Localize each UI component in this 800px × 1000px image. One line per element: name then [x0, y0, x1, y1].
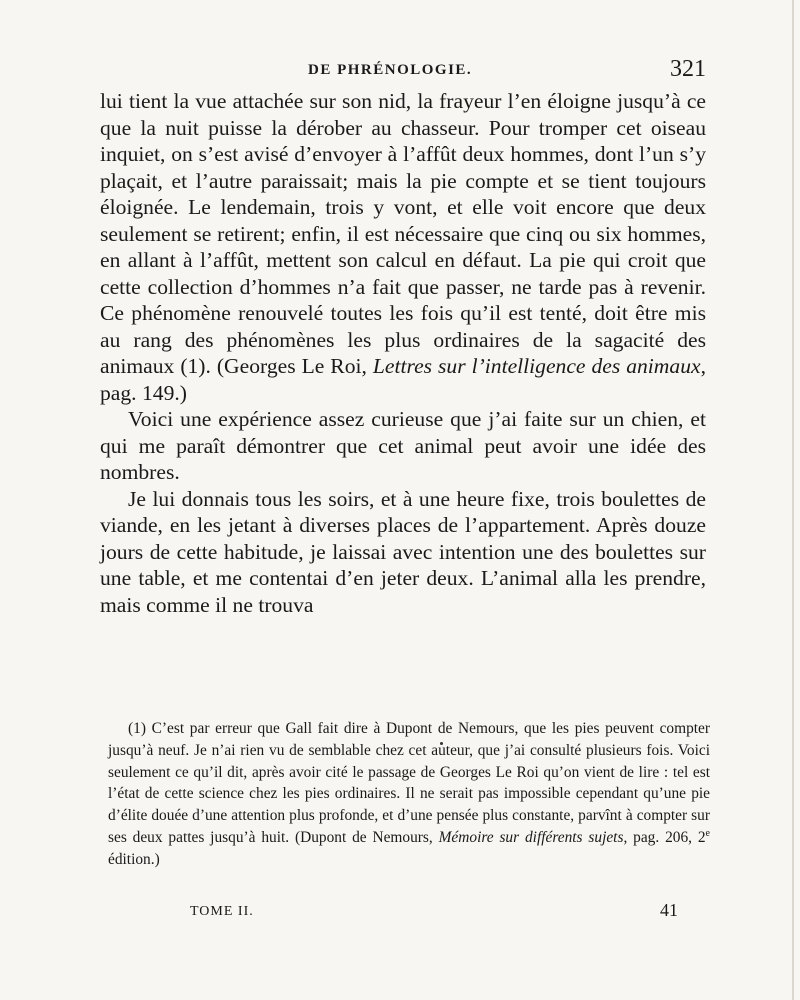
- paragraph-3: Je lui donnais tous les soirs, et à une heure fixe, trois boulettes de viande, en les jetant à diverses places de l’appartement. Après douze jours de cette habitude, je laissai avec intention une des boulettes sur une table, et me contentai d’en jeter deux. L’animal alla les prendre, mais comme il ne trouva: [100, 486, 706, 617]
- main-text: [100, 88, 706, 618]
- footnote-superscript: e: [705, 827, 710, 839]
- paragraph-2: Voici une expérience assez curieuse que j’ai faite sur un chien, et qui me paraît démontrer que cet animal peut avoir une idée des nombres.: [100, 407, 706, 484]
- book-title-italic: Lettres sur l’intelligence des animaux: [372, 354, 701, 378]
- signature-number: 41: [660, 900, 678, 920]
- page-edge: [792, 0, 794, 1000]
- footnote-italic-title: Mémoire sur différents sujets: [438, 828, 624, 846]
- running-title: DE PHRÉNOLOGIE.: [308, 62, 473, 78]
- footnote-text: (1) C’est par erreur que Gall fait dire à Dupont de Nemours, que les pies peuvent compter jusqu’à neuf. Je n’ai rien vu de semblable chez cet auteur, que j’ai consulté plusieurs fois. Voici seulement ce qu’il dit, après avoir cité le passage de Georges Le Roi qu’on vient de lire : tel est l’état de cette science chez les pies ordinaires. Il ne serait pas impossible cependant qu’une pie d’élite douée d’une attention plus profonde, et d’une pensée plus constante, parvînt à compter sur ses deux pattes jusqu’à huit. (Dupont de Nemours,: [108, 720, 710, 846]
- footnote-paragraph: [108, 718, 710, 871]
- paragraph-1-text: lui tient la vue attachée sur son nid, la frayeur l’en éloigne jusqu’à ce que la nuit puisse la dérober au chasseur. Pour tromper cet oiseau inquiet, on s’est avisé d’envoyer à l’affût deux hommes, dont l’un s’y plaçait, et l’autre paraissait; mais la pie compte et se tient toujours éloignée. Le lendemain, trois y vont, et elle voit encore que deux seulement se retirent; enfin, il est nécessaire que cinq ou six hommes, en allant à l’affût, mettent son calcul en défaut. La pie qui croit que cette collection d’hommes n’a fait que passer, ne tarde pas à revenir. Ce phénomène renouvelé toutes les fois qu’il est tenté, doit être mis au rang des phénomènes les plus ordinaires de la sagacité des animaux (1). (Georges Le Roi,: [100, 89, 706, 378]
- paragraph-1: [100, 88, 706, 406]
- signature-line: [190, 900, 690, 926]
- paragraph-1-end: , pag. 149.): [100, 354, 706, 405]
- page-number: 321: [670, 56, 706, 82]
- footnote-text-c: édition.): [108, 850, 160, 868]
- footnote-text-b: , pag. 206, 2: [623, 828, 706, 846]
- footnote: [108, 718, 710, 871]
- volume-label: TOME II.: [190, 904, 254, 919]
- running-header: [100, 56, 710, 84]
